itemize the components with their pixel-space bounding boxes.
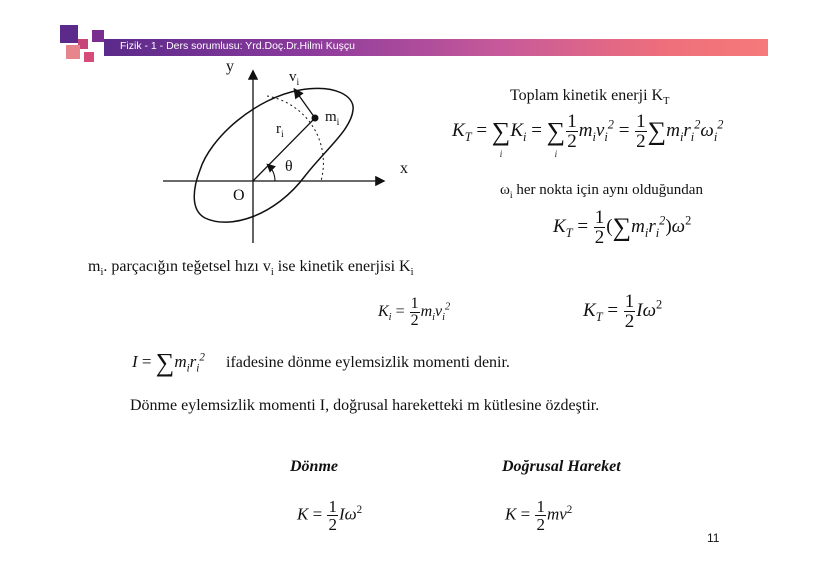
header-square-decor xyxy=(66,45,80,59)
header-title: Fizik - 1 - Ders sorumlusu: Yrd.Doç.Dr.Hilmi Kuşçu xyxy=(120,40,355,52)
rotation-ke-formula: K = $\frac{1}{2}$ $I\omega^2$ xyxy=(297,497,363,534)
rotation-heading: Dönme xyxy=(290,458,338,475)
velocity-arrow xyxy=(295,90,315,118)
particle-ke-equation: $K_i$ = $\frac{1}{2}$ $m_iv_i^2$ xyxy=(378,295,451,329)
radius-label: $r_i$ xyxy=(276,121,284,140)
origin-label: O xyxy=(233,187,245,204)
header-square-decor xyxy=(60,25,78,43)
total-ke-sum-equation: $K_T$ = $\frac{1}{2}$ $(\sum m_ir_i^2)\omega^2$ xyxy=(553,207,692,248)
linear-ke-formula: K = $\frac{1}{2}$ $mv^2$ xyxy=(505,497,573,534)
radius-line xyxy=(253,118,315,181)
total-ke-equation: $K_T$ = ∑ i $K_i$ = ∑ i $\frac{1}{2}$ $m_iv_i^2$ = $\frac{1}{2}$ $\sum m_ir_i^2\omega_i^2$ xyxy=(452,111,724,159)
inertia-definition: $I = \sum m_ir_i^2$ xyxy=(132,348,205,377)
analogy-text: Dönme eylemsizlik momenti I, doğrusal hareketteki m kütlesine özdeştir. xyxy=(130,397,600,414)
theta-arc xyxy=(268,165,275,181)
theta-label: θ xyxy=(285,158,293,175)
header-square-decor xyxy=(92,30,104,42)
rotational-ke-equation: $K_T$ = $\frac{1}{2}$ $I\omega^2$ xyxy=(583,291,663,332)
x-axis-label: x xyxy=(400,160,408,177)
omega-same-text: $\omega_i$ her nokta için aynı olduğundan xyxy=(500,182,703,201)
velocity-label: $v_i$ xyxy=(289,69,300,88)
particle-dot xyxy=(312,115,319,122)
header-square-decor xyxy=(84,52,94,62)
page-number: 11 xyxy=(707,531,720,545)
y-axis-label: y xyxy=(226,58,234,75)
inertia-definition-text: ifadesine dönme eylemsizlik momenti denir. xyxy=(226,354,510,371)
total-ke-heading: Toplam kinetik enerji $K_T$ xyxy=(510,87,670,108)
linear-heading: Doğrusal Hareket xyxy=(502,458,621,475)
mass-label: $m_i$ xyxy=(325,109,340,128)
tangential-speed-text: $m_i$. parçacığın teğetsel hızı $v_i$ ise kinetik enerjisi $K_i$ xyxy=(88,258,414,279)
